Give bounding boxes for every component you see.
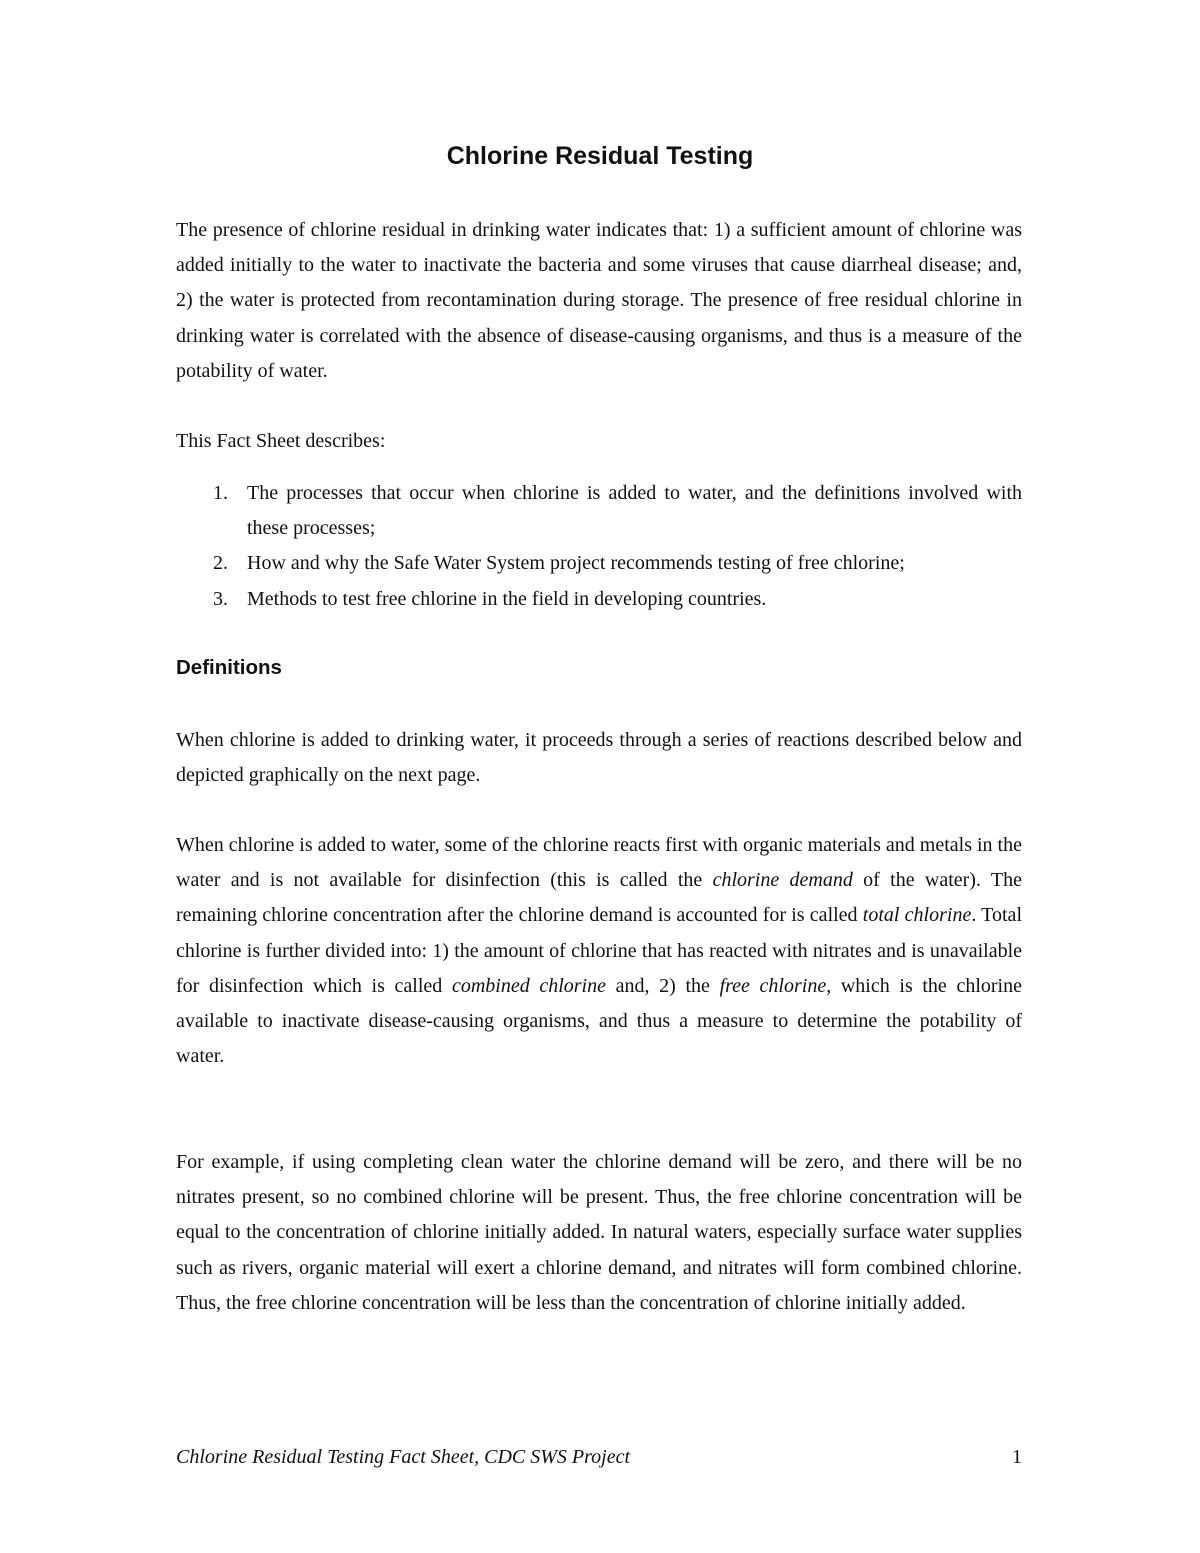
list-item-number: 1. [213,482,228,504]
page-number: 1 [1012,1446,1022,1468]
fact-sheet-list [176,476,1022,617]
list-item [176,546,1022,581]
definitions-paragraph-2 [176,828,1022,1074]
text-run: of the water). The remaining chlorine concentration after the chlorine demand is accounted for is called [176,869,1022,927]
text-run: When chlorine is added to water, some of the chlorine reacts first with organic materials and metals in the water and is not available for disinfection (this is called the [176,834,1022,892]
term-combined-chlorine: combined chlorine [451,974,606,997]
definitions-paragraph-1: When chlorine is added to drinking water, it proceeds through a series of reactions described below and depicted graphically on the next page. [176,729,1022,787]
term-chlorine-demand: chlorine demand [712,869,853,892]
text-run: and, 2) the [606,974,720,997]
text-run: . Total chlorine is further divided into: 1) the amount of chlorine that has reacted with nitrates and is unavailable for disinfection which is called [176,904,1022,997]
list-item [176,582,1022,617]
example-paragraph: For example, if using completing clean water the chlorine demand will be zero, and there will be no nitrates present, so no combined chlorine will be present. Thus, the free chlorine concentration will be equal to the concentration of chlorine initially added. In natural waters, especially surface water supplies such as rivers, organic material will exert a chlorine demand, and nitrates will form combined chlorine. Thus, the free chlorine concentration will be less than the concentration of chlorine initially added. [176,1151,1022,1314]
term-total-chlorine: total chlorine [862,904,972,927]
list-item-text: How and why the Safe Water System project recommends testing of free chlorine; [247,552,905,575]
list-item [176,476,1022,546]
fact-sheet-intro: This Fact Sheet describes: [176,430,386,452]
text-run: , which is the chlorine available to inactivate disease-causing organisms, and thus a measure to determine the potability of water. [176,974,1022,1068]
list-item-text: The processes that occur when chlorine is added to water, and the definitions involved with these processes; [247,482,1022,540]
intro-paragraph: The presence of chlorine residual in drinking water indicates that: 1) a sufficient amount of chlorine was added initially to the water to inactivate the bacteria and some viruses that cause diarrheal disease; and, 2) the water is protected from recontamination during storage. The presence of free residual chlorine in drinking water is correlated with the absence of disease-causing organisms, and thus is a measure of the potability of water. [176,219,1022,382]
list-item-number: 2. [213,552,228,575]
definitions-heading: Definitions [176,656,282,679]
list-item-number: 3. [213,587,228,610]
term-free-chlorine: free chlorine [719,974,827,997]
page-title: Chlorine Residual Testing [446,142,754,170]
footer-text: Chlorine Residual Testing Fact Sheet, CDC SWS Project [176,1446,631,1468]
list-item-text: Methods to test free chlorine in the field in developing countries. [247,587,767,610]
